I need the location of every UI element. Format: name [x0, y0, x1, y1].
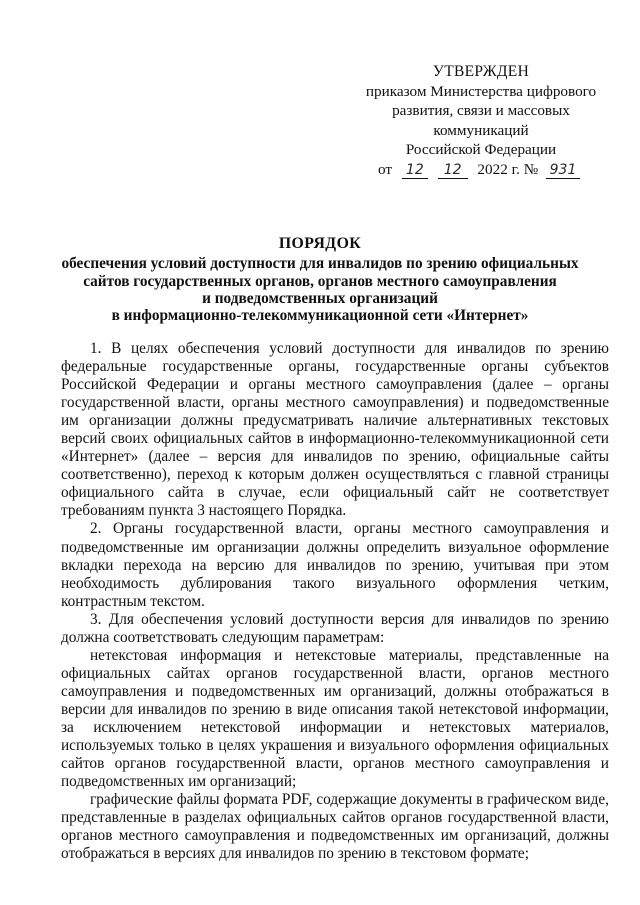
handwritten-day: 12 — [402, 162, 428, 179]
paragraph-3: 3. Для обеспечения условий доступности версия для инвалидов по зрению должна соответствовать следующим параметрам: — [61, 610, 609, 646]
date-year-number-label: 2022 г. № — [477, 160, 539, 178]
title-subtitle-line: сайтов государственных органов, органов местного самоуправления — [83, 272, 557, 290]
document-title — [40, 235, 600, 324]
document-body — [61, 340, 609, 863]
approval-title: УТВЕРЖДЕН — [432, 63, 530, 80]
paragraph-3-item-2: графические файлы формата PDF, содержащие документы в графическом виде, представленные в разделах официальных сайтов органов государственной власти, органов местного самоуправления и подведомственных им организаций, должны отображаться в версиях для инвалидов по зрению в текстовом формате; — [61, 791, 609, 863]
approval-line: коммуникаций — [433, 121, 529, 139]
approval-line: приказом Министерства цифрового — [365, 82, 597, 100]
handwritten-month: 12 — [438, 162, 468, 179]
paragraph-3-item-1: нетекстовая информация и нетекстовые материалы, представленные на официальных сайтах органов государственной власти, органов местного самоуправления и подведомственных им организаций, должны отображаться в версии для инвалидов по зрению в виде описания такой нетекстовой информации, за исключением нетекстовой информации и нетекстовых материалов, используемых только в целях украшения и визуального оформления официальных сайтов органов государственной власти, органов местного самоуправления и подведомственных им организаций; — [61, 646, 609, 791]
approval-date-line — [356, 160, 606, 180]
approval-line: Российской Федерации — [405, 141, 557, 158]
handwritten-order-number: 931 — [546, 162, 580, 179]
title-subtitle-line: и подведомственных организаций — [202, 289, 438, 307]
paragraph-2: 2. Органы государственной власти, органы местного самоуправления и подведомственные им организации должны определить визуальное оформление вкладки перехода на версию для инвалидов по зрению, учитывая при этом необходимость дублирования такого визуального оформления четким, контрастным текстом. — [61, 520, 609, 610]
paragraph-1: 1. В целях обеспечения условий доступности для инвалидов по зрению федеральные государственные органы, государственные органы субъектов Российской Федерации и органы местного самоуправления (далее – органы государственной власти, органы местного самоуправления) и подведомственные им организации должны предусматривать наличие альтернативных текстовых версий своих официальных сайтов в информационно-телекоммуникационной сети «Интернет» (далее – версия для инвалидов по зрению, официальные сайты соответственно), переход к которым должен осуществляться с главной страницы официального сайта в случае, если официальный сайт не соответствует требованиям пункта 3 настоящего Порядка. — [61, 340, 609, 520]
title-main: ПОРЯДОК — [278, 235, 362, 252]
approval-block — [356, 62, 606, 179]
title-subtitle-line: обеспечения условий доступности для инвалидов по зрению официальных — [61, 255, 579, 273]
title-subtitle-line: в информационно-телекоммуникационной сети «Интернет» — [111, 307, 529, 325]
date-prefix: от — [378, 160, 393, 178]
approval-line: развития, связи и массовых — [392, 102, 570, 119]
